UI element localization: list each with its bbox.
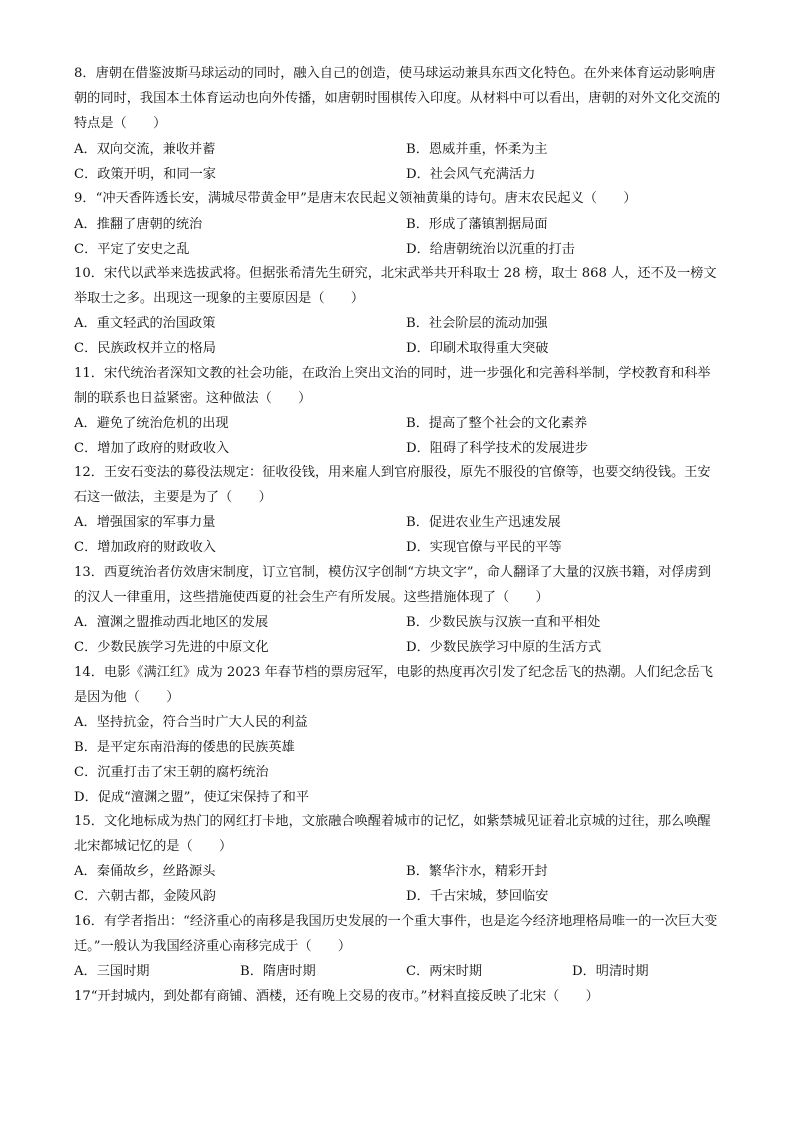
question-16-stem: 16．有学者指出：“经济重心的南移是我国历史发展的一个重大事件，也是迄今经济地理格局唯一的一次巨大变迁。”一般认为我国经济重心南移完成于（ ） [74,914,718,954]
question-16-option-d[interactable]: D．明清时期 [572,964,649,979]
question-11-option-c[interactable]: C．增加了政府的财政收入 [74,441,230,456]
question-10-option-d[interactable]: D．印刷术取得重大突破 [406,341,549,356]
question-8-option-b[interactable]: B．恩威并重，怀柔为主 [406,142,548,157]
question-15-stem: 15．文化地标成为热门的网红打卡地，文旅融合唤醒着城市的记忆，如紫禁城见证着北京城的过往，那么唤醒北宋都城记忆的是（ ） [74,814,711,854]
question-11-option-d[interactable]: D．阻碍了科学技术的发展进步 [406,441,589,456]
question-9-option-d[interactable]: D．给唐朝统治以沉重的打击 [406,242,575,257]
question-14-option-d[interactable]: D．促成“澶渊之盟”，使辽宋保持了和平 [74,790,310,805]
question-11-option-b[interactable]: B．提高了整个社会的文化素养 [406,416,588,431]
question-9-option-b[interactable]: B．形成了藩镇割据局面 [406,217,548,232]
question-10-option-a[interactable]: A．重文轻武的治国政策 [74,316,216,331]
question-16-option-a[interactable]: A．三国时期 [74,964,150,979]
question-11-option-a[interactable]: A．避免了统治危机的出现 [74,416,229,431]
question-16-option-c[interactable]: C．两宋时期 [406,964,483,979]
question-14-option-c[interactable]: C．沉重打击了宋王朝的腐朽统治 [74,765,269,780]
question-14-option-b[interactable]: B．是平定东南沿海的倭患的民族英雄 [74,740,295,755]
question-10-option-c[interactable]: C．民族政权并立的格局 [74,341,216,356]
question-12-option-a[interactable]: A．增强国家的军事力量 [74,515,216,530]
question-11-stem: 11．宋代统治者深知文教的社会功能，在政治上突出文治的同时，进一步强化和完善科举制，学校教育和科举制的联系也日益紧密。这种做法（ ） [74,366,711,406]
question-12-option-c[interactable]: C．增加政府的财政收入 [74,540,216,555]
question-9-option-a[interactable]: A．推翻了唐朝的统治 [74,217,203,232]
question-14-stem: 14．电影《满江红》成为 2023 年春节档的票房冠军，电影的热度再次引发了纪念岳飞的热潮。人们纪念岳飞是因为他（ ） [74,665,713,705]
question-10-stem: 10．宋代以武举来选拔武将。但据张希清先生研究，北宋武举共开科取士 28 榜，取士 868 人，还不及一榜文举取士之多。出现这一现象的主要原因是（ ） [74,266,717,306]
question-12-option-b[interactable]: B．促进农业生产迅速发展 [406,515,561,530]
question-8-option-c[interactable]: C．政策开明，和同一家 [74,167,216,182]
question-15-option-d[interactable]: D．千古宋城，梦回临安 [406,889,549,904]
question-15-option-a[interactable]: A．秦俑故乡，丝路源头 [74,864,216,879]
question-13-option-c[interactable]: C．少数民族学习先进的中原文化 [74,640,269,655]
question-8-stem: 8．唐朝在借鉴波斯马球运动的同时，融入自己的创造，使马球运动兼具东西文化特色。在外来体育运动影响唐朝的同时，我国本土体育运动也向外传播，如唐朝时围棋传入印度。从材料中可以看出，唐朝的对外文化交流的特点是（ ） [74,66,721,131]
question-15-option-b[interactable]: B．繁华汴水，精彩开封 [406,864,548,879]
question-12-stem: 12．王安石变法的募役法规定：征收役钱，用来雇人到官府服役，原先不服役的官僚等，也要交纳役钱。王安石这一做法，主要是为了（ ） [74,465,711,505]
question-9-stem: 9．“冲天香阵透长安，满城尽带黄金甲”是唐末农民起义领袖黄巢的诗句。唐末农民起义（ ） [74,191,637,206]
question-8-option-d[interactable]: D．社会风气充满活力 [406,167,536,182]
question-15-option-c[interactable]: C．六朝古都，金陵风韵 [74,889,216,904]
question-14-option-a[interactable]: A．坚持抗金，符合当时广大人民的利益 [74,715,308,730]
question-13-option-a[interactable]: A．澶渊之盟推动西北地区的发展 [74,615,269,630]
question-17-stem: 17“开封城内，到处都有商铺、酒楼，还有晚上交易的夜市。”材料直接反映了北宋（ ） [74,989,599,1004]
question-13-option-b[interactable]: B．少数民族与汉族一直和平相处 [406,615,601,630]
question-8-option-a[interactable]: A．双向交流，兼收并蓄 [74,142,216,157]
question-16-option-b[interactable]: B．隋唐时期 [240,964,316,979]
question-9-option-c[interactable]: C．平定了安史之乱 [74,242,190,257]
question-13-stem: 13．西夏统治者仿效唐宋制度，订立官制，模仿汉字创制“方块文字”，命人翻译了大量的汉族书籍，对俘虏到的汉人一律重用，这些措施使西夏的社会生产有所发展。这些措施体现了（ ） [74,565,711,605]
question-12-option-d[interactable]: D．实现官僚与平民的平等 [406,540,562,555]
question-13-option-d[interactable]: D．少数民族学习中原的生活方式 [406,640,602,655]
question-10-option-b[interactable]: B．社会阶层的流动加强 [406,316,548,331]
